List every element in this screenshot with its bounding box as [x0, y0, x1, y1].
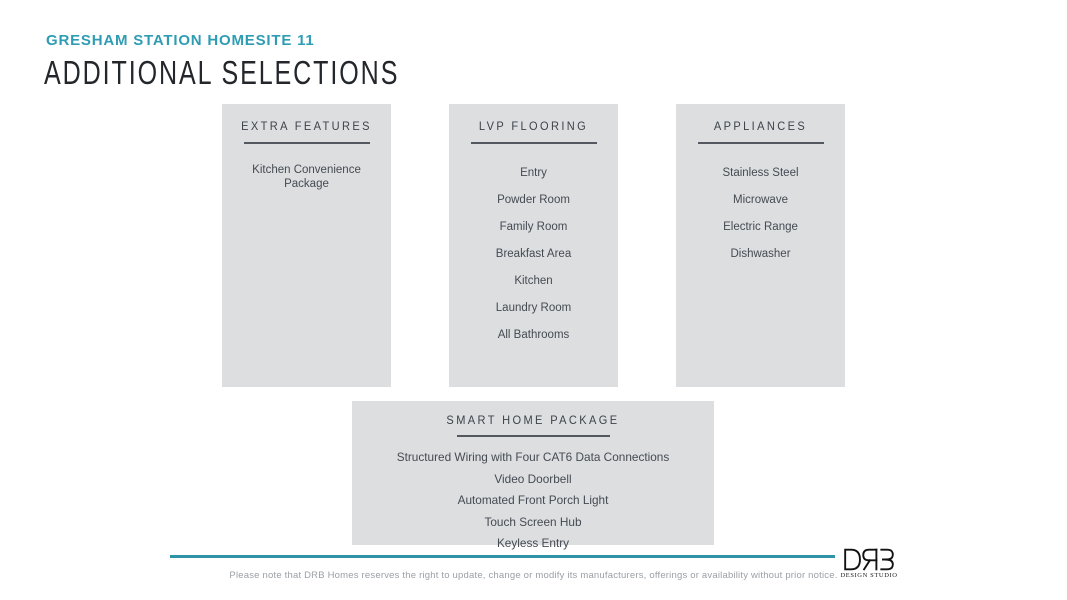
- drb-logo: [840, 548, 898, 579]
- card-title-divider: [698, 142, 824, 144]
- card-extra-features: [222, 104, 391, 387]
- card-smart-home-package: [352, 401, 714, 550]
- list-item: Electric Range: [723, 221, 798, 233]
- list-item: Automated Front Porch Light: [457, 493, 609, 507]
- list-item: Family Room: [499, 221, 568, 233]
- list-item: All Bathrooms: [497, 329, 570, 341]
- card-title: APPLIANCES: [713, 119, 808, 133]
- disclaimer-text: Please note that DRB Homes reserves the right to update, change or modify its manufacturers, offerings or availability without prior notice.: [229, 570, 838, 581]
- card-appliances: [676, 104, 845, 387]
- card-item-list: [222, 164, 391, 191]
- list-item: Powder Room: [497, 194, 570, 206]
- card-title-divider: [471, 142, 597, 144]
- drb-logo-icon: [843, 548, 895, 571]
- list-item: Video Doorbell: [494, 471, 572, 486]
- card-item-list: [449, 160, 618, 349]
- page-title: ADDITIONAL SELECTIONS: [44, 54, 400, 91]
- list-item: Stainless Steel: [722, 167, 799, 179]
- list-item: Structured Wiring with Four CAT6 Data Connections: [396, 450, 670, 464]
- list-item: Keyless Entry: [496, 536, 570, 550]
- card-item-list: [676, 160, 845, 268]
- header-eyebrow: GRESHAM STATION HOMESITE 11: [46, 32, 315, 49]
- list-item: Laundry Room: [495, 302, 572, 314]
- list-item: Breakfast Area: [495, 248, 572, 260]
- card-lvp-flooring: [449, 104, 618, 387]
- card-item-list: [352, 447, 714, 555]
- card-title-divider: [457, 435, 610, 437]
- card-title: EXTRA FEATURES: [241, 119, 372, 133]
- card-title: LVP FLOORING: [478, 119, 589, 133]
- list-item: Kitchen: [514, 275, 553, 287]
- footer-divider: [170, 555, 835, 558]
- list-item: Dishwasher: [730, 248, 791, 260]
- list-item: Touch Screen Hub: [484, 514, 582, 529]
- list-item: Microwave: [733, 194, 788, 206]
- list-item: Kitchen Convenience Package: [252, 164, 361, 190]
- card-title-divider: [244, 142, 370, 144]
- drb-logo-subtext: DESIGN STUDIO: [840, 572, 898, 579]
- card-title: SMART HOME PACKAGE: [446, 413, 620, 427]
- list-item: Entry: [520, 167, 547, 179]
